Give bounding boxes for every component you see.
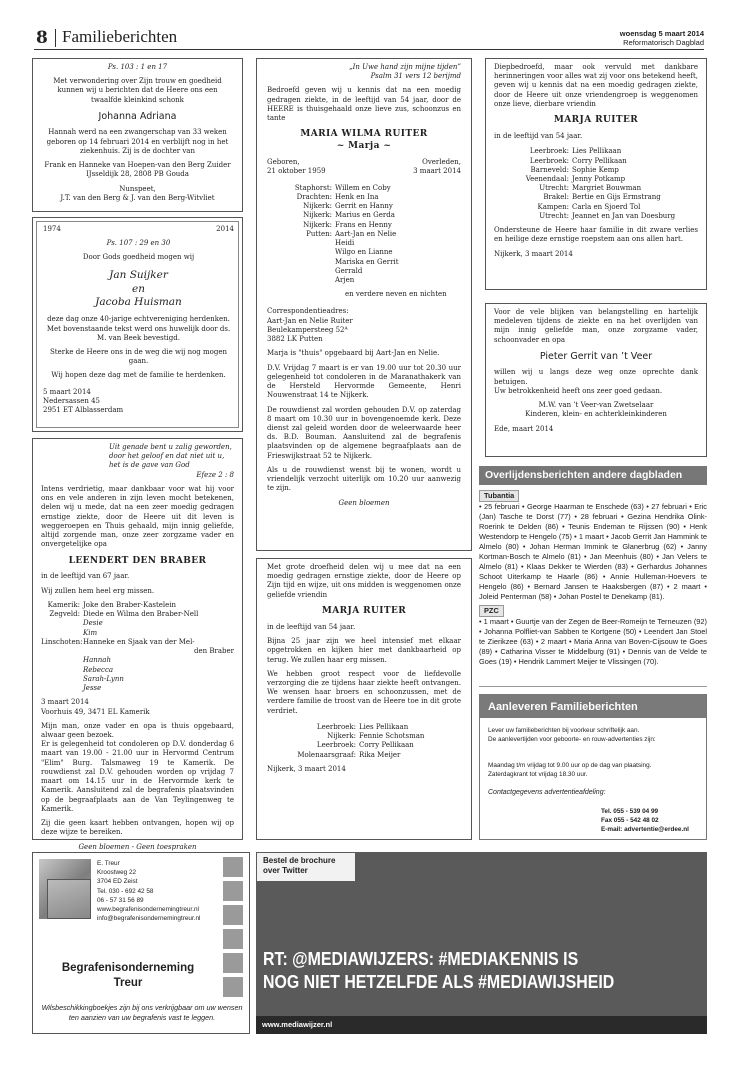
family-place (41, 647, 83, 656)
tag-line-1: Bestel de brochure (263, 856, 336, 865)
family-names: Jeannet en Jan van Doesburg (572, 211, 676, 220)
family-row (267, 276, 461, 285)
family-row (267, 230, 461, 239)
aanleveren-body (488, 727, 698, 835)
family-names: Arjen (335, 275, 355, 284)
ad-name: MARIA WILMA RUITER (300, 129, 428, 140)
family-place (267, 239, 335, 248)
family-list (267, 723, 461, 760)
paper-obituaries-tubantia: • 25 februari • George Haarman te Enschede (63) • 27 februari • Eric (Jan) Tasche te Dorst (77) • 28 februari • Gezina Hendrika Olink-Roerink te Delden (86) • Teunis Endeman te Rijssen (90) • Henk Westendorp te Hengelo (75) • 1 maart • Jacob Gerrit Jan Hammink te Almelo (80) • Johan Herman Immink te Glanerbrug (62) • Janny Kortman-Bosch te Almelo (81) • Jan Meenhuis (80) • Jan Velers te Almelo (81) • Klaas Dekker te Wierden (83) • Gerhardus Johannes Schoot Uiterkamp te Haarle (86) • Annie Hulleman-Hoevers te Hengelo (86) • Bernard Jansen te Haaksbergen (87) • 2 maart • Joleid Penterman (58) • Johan Postel te Denekamp (81). (479, 501, 707, 602)
treur-contact-line[interactable]: info@begrafenisondernemingtreur.nl (97, 915, 201, 923)
family-names: Corry Pellikaan (572, 156, 627, 165)
treur-contact-line[interactable]: www.begrafenisondernemingtreur.nl (97, 906, 199, 914)
family-row (267, 267, 461, 276)
ad-marja-ruiter-friends (256, 558, 472, 840)
paper-tag-pzc: PZC (479, 605, 504, 617)
family-names: Jenny Potkamp (572, 174, 626, 183)
ad-footer: Ede, maart 2014 (494, 424, 554, 433)
born-label: Geboren, (267, 158, 300, 167)
ad-text: Hannah werd na een zwangerschap van 33 weken geboren op 14 februari 2014 en verblijft nog in het ziekenhuis. Zij is de dochter van (46, 128, 229, 155)
decor-square (223, 953, 243, 973)
ad-verse-ref: Efeze 2 : 8 (196, 470, 234, 479)
ad-footer: Geen bloemen - Geen toespraken (78, 842, 197, 851)
family-row (494, 212, 698, 221)
family-place (41, 684, 83, 693)
family-more: en verdere neven en nichten (345, 290, 447, 299)
family-place (267, 267, 335, 276)
mediawijzer-tag (256, 852, 356, 882)
ad-footer: Nijkerk, 3 maart 2014 (267, 764, 346, 773)
family-row (41, 647, 234, 656)
family-row (41, 656, 234, 665)
ad-pieter-gerrit-thanks (485, 303, 707, 457)
decor-square (223, 977, 243, 997)
family-place (41, 629, 83, 638)
ad-verse: Ps. 107 : 29 en 30 (106, 239, 171, 248)
treur-tagline: Wilsbeschikkingboekjes zijn bij ons verkrijgbaar om uw wensen ten aanzien van uw begrafenis vast te leggen. (41, 1003, 243, 1022)
year-end: 2014 (216, 225, 234, 233)
corr-street: Beulekampersteeg 52ᴬ (267, 325, 348, 334)
family-names: Lies Pellikaan (359, 722, 409, 731)
ad-name: MARJA RUITER (553, 115, 639, 126)
mediawijzer-url[interactable]: www.mediawijzer.nl (262, 1020, 333, 1029)
family-row (267, 184, 461, 193)
family-row (494, 203, 698, 212)
family-row (267, 202, 461, 211)
ad-text-1: Mijn man, onze vader en opa is thuis opgebaard, alwaar geen bezoek. (41, 721, 234, 739)
family-place: Brakel: (543, 193, 569, 202)
family-names: Sarah-Lynn (83, 674, 124, 683)
contact-fax: Fax 055 - 542 48 02 (601, 816, 659, 824)
treur-contact-line: Kroostweg 22 (97, 869, 137, 877)
decor-square (223, 881, 243, 901)
family-names: Henk en Ina (335, 192, 379, 201)
ad-text-4: Als u de rouwdienst wenst bij te wonen, wordt u vriendelijk verzocht uiterlijk om 10.20 uur aanwezig te zijn. (267, 465, 461, 493)
family-place (41, 675, 83, 684)
other-papers-header: Overlijdensberichten andere dagbladen (479, 466, 707, 485)
year-start: 1974 (43, 225, 61, 233)
family-place: Kampen: (537, 202, 569, 211)
treur-company-1: Begrafenisonderneming (61, 962, 195, 974)
family-names: Rebecca (83, 665, 114, 674)
mediawijzer-url-bar (256, 1016, 707, 1034)
ad-age: in de leeftijd van 67 jaar. (41, 572, 130, 581)
ad-begrafenis-treur (32, 852, 250, 1034)
family-names: Desie (83, 619, 103, 628)
aanleveren-line-3: Maandag t/m vrijdag tot 9.00 uur op de dag van plaatsing. (488, 761, 652, 769)
ad-text-3: Zij die geen kaart hebben ontvangen, hopen wij op deze wijze te bereiken. (41, 819, 234, 837)
family-place (41, 656, 83, 665)
family-row (267, 193, 461, 202)
family-place: Nijkerk: (303, 202, 332, 211)
treur-contact-line: Tel. 030 - 692 42 58 (97, 887, 154, 895)
ad-name-2: Jacoba Huisman (95, 296, 182, 309)
family-place: Leerbroek: (529, 156, 569, 165)
family-names: Sophie Kemp (572, 165, 619, 174)
page-header (34, 26, 704, 50)
family-names: Joke den Braber-Kastelein (83, 600, 177, 609)
family-names: Gerrit en Hanny (335, 202, 393, 211)
ad-content (43, 225, 234, 415)
aanleveren-line-4: Zaterdagkrant tot vrijdag 18.30 uur. (488, 770, 588, 778)
family-place: Leerbroek: (316, 741, 356, 750)
ad-leendert-den-braber (32, 438, 243, 851)
contact-email[interactable]: E-mail: advertentie@erdee.nl (601, 825, 689, 833)
ad-text-1: deze dag onze 40-jarige echtvereniging herdenken. Met bovenstaande tekst werd ons huwelijk door ds. M. van Beek bevestigd. (46, 315, 231, 342)
family-row (494, 175, 698, 184)
family-names: Margriet Bouwman (572, 184, 642, 193)
family-names: Aart-Jan en Nelie (335, 229, 397, 238)
family-place: Putten: (306, 229, 332, 238)
ad-footer: Nijkerk, 3 maart 2014 (494, 249, 573, 258)
treur-contact-line: E. Treur (97, 860, 120, 867)
ad-intro: Diepbedroefd, maar ook vervuld met dankbare herinneringen voor alles wat zij voor ons betekend heeft, geven wij u kennis dat na een moedig gedragen ziekte, door de Heere uit onze vriendengroep is weggenomen onze lieve, dierbare vriendin (494, 63, 698, 108)
family-names: Marius en Gerda (335, 211, 395, 220)
decor-square (223, 929, 243, 949)
corr-label: Correspondentieadres: (267, 307, 349, 316)
family-row (494, 166, 698, 175)
family-row (267, 258, 461, 267)
family-names: Wilgo en Lianne (335, 248, 393, 257)
family-place: Drachten: (296, 192, 332, 201)
ad-johanna-birth (32, 58, 243, 212)
ad-verse: Uit genade bent u zalig geworden, door het geloof en dat niet uit u, het is de gave van God (109, 443, 232, 470)
family-place: Barneveld: (530, 165, 569, 174)
family-names: Hannah (83, 656, 111, 665)
died-label: Overleden, (422, 158, 461, 167)
treur-company-2: Treur (113, 977, 143, 989)
contact-label: Contactgegevens advertentieafdeling: (488, 788, 606, 796)
ad-text-1: willen wij u langs deze weg onze oprechte dank betuigen. (494, 368, 698, 386)
family-names: Mariska en Gerrit (335, 257, 399, 266)
family-names: Gerrald (335, 266, 363, 275)
family-row (494, 147, 698, 156)
family-place (267, 258, 335, 267)
ad-intro: Met verwondering over Zijn trouw en goedheid kunnen wij u berichten dat de Heere ons een twaalfde kleinkind schonk (53, 77, 222, 104)
ad-text-2: We hebben groot respect voor de liefdevolle verzorging die ze tijdens haar ziekte heeft ontvangen. We wensen haar broers en schoonzussen, met de verdere familie de troost van de Heere toe in dit grote verdriet. (267, 669, 461, 715)
page-number: 8 (36, 28, 48, 48)
treur-photo-frame (47, 879, 91, 919)
ad-dates (267, 158, 461, 176)
family-names: Hanneke en Sjaak van der Mel- (83, 637, 195, 646)
ad-years (43, 225, 234, 234)
family-row (41, 619, 234, 628)
ad-anniversary (32, 217, 243, 432)
ad-intro: Met grote droefheid delen wij u mee dat na een moedig gedragen ernstige ziekte, door de Heere op Zijn tijd en wijze, uit ons midden is weggenomen onze geliefde vriendin (267, 563, 461, 599)
decor-square (223, 905, 243, 925)
ad-address: Voorhuis 49, 3471 EL Kamerik (41, 707, 150, 716)
ad-intro: Door Gods goedheid mogen wij (82, 253, 195, 262)
family-place (41, 666, 83, 675)
ad-verse: „In Uwe hand zijn mijne tijden” (349, 63, 461, 71)
family-place: Utrecht: (539, 184, 569, 193)
ad-grand-label: Nunspeet, (119, 184, 156, 193)
family-row (41, 629, 234, 638)
ad-footer: Geen bloemen (338, 498, 390, 507)
mediawijzer-headline (263, 948, 614, 993)
corr-city: 3882 LK Putten (267, 335, 323, 344)
family-row (267, 211, 461, 220)
headline-line-2: NOG NIET HETZELFDE ALS #MEDIAWIJSHEID (263, 970, 615, 992)
treur-contact-line: 06 - 57 31 56 89 (97, 896, 144, 904)
ad-text-2: Er is gelegenheid tot condoleren op D.V. donderdag 6 maart van 19.00 - 21.00 uur in Hervormd Centrum "Elim" Burg. Talsmaweg 19 te Kamerik. De rouwdienst zal D.V. gehouden worden op vrijdag 7 maart om 14.15 uur in de Hervormde kerk te Kamerik. Aansluitend zal de begrafenis plaatsvinden op de begraafplaats aan de Van Teylingenweg te Kamerik. (41, 740, 234, 813)
born-date: 21 oktober 1959 (267, 167, 326, 176)
ad-intro: Bedroefd geven wij u kennis dat na een moedig gedragen ziekte, in de leeftijd van 54 jaar, door de HEERE is thuisgehaald onze lieve zus, schoonzus en tante (267, 86, 461, 123)
headline-line-1: RT: @MEDIAWIJZERS: #MEDIAKENNIS IS (263, 948, 579, 969)
ad-maria-wilma-ruiter (256, 58, 472, 551)
family-place: Molenaarsgraaf: (297, 750, 356, 759)
tag-line-2: over Twitter (263, 865, 308, 875)
family-place: Leerbroek: (316, 722, 356, 731)
family-row (41, 601, 234, 610)
family-row (41, 684, 234, 693)
family-row (494, 157, 698, 166)
ad-marja-ruiter-group (485, 58, 707, 290)
family-names: Diede en Wilma den Braber-Nell (83, 610, 199, 619)
family-row (267, 723, 461, 732)
treur-contact (97, 859, 200, 924)
ad-name: LEENDERT DEN BRABER (68, 555, 207, 566)
family-place: Nijkerk: (303, 211, 332, 220)
family-row (41, 675, 234, 684)
family-row (267, 732, 461, 741)
family-place: Nijkerk: (303, 220, 332, 229)
ad-intro: Intens verdrietig, maar dankbaar voor wat hij voor ons en vele anderen in zijn leven mocht betekenen, delen wij u mede, dat na een zeer moedig gedragen ernstige ziekte, door de Heere uit dit leven is weggeroepen en Thuis gehaald, mijn innig geliefde, altijd zorgende man, onze zeer zorgzame vader en onvergetelijke opa (41, 484, 234, 549)
family-place: Veenendaal: (525, 174, 569, 183)
ad-verse: Ps. 103 : 1 en 17 (107, 63, 168, 71)
family-list (267, 184, 461, 286)
family-names: Corry Pellikaan (359, 741, 414, 750)
ad-verse-ref: Psalm 31 vers 12 berijmd (370, 72, 461, 81)
header-paper: Reformatorisch Dagblad (623, 38, 704, 47)
family-names: Kim (83, 628, 98, 637)
corr-name: Aart-Jan en Nelie Ruiter (267, 316, 353, 325)
ad-date: 5 maart 2014 (43, 387, 91, 396)
family-row (41, 638, 234, 647)
died-date: 3 maart 2014 (413, 167, 461, 176)
ad-name-1: Jan Suijker (109, 268, 168, 281)
ad-text-2: Sterke de Heere ons in de weg die wij nog mogen gaan. (50, 347, 227, 366)
section-title: Familieberichten (62, 27, 178, 46)
aanleveren-title: Aanleveren Familieberichten (480, 695, 706, 718)
family-place: Kamerik: (47, 600, 80, 609)
family-names: Fennie Schotsman (359, 732, 425, 741)
family-row (41, 666, 234, 675)
family-list (494, 147, 698, 221)
family-row (267, 239, 461, 248)
paper-tag-tubantia: Tubantia (479, 490, 519, 502)
decor-square (223, 857, 243, 877)
ad-parents: Frank en Hanneke van Hoepen-van den Berg Zuider IJsseldijk 28, 2808 PB Gouda (44, 161, 231, 179)
family-names: Rika Meijer (359, 750, 401, 759)
family-list (41, 601, 234, 693)
family-names: den Braber (194, 647, 234, 656)
family-names: Jesse (83, 684, 102, 693)
ad-sign-2: Kinderen, klein- en achterkleinkinderen (525, 410, 667, 419)
contact-tel: Tel. 055 - 539 04 99 (601, 807, 659, 815)
aanleveren-line-1: Lever uw familieberichten bij voorkeur schriftelijk aan. (488, 727, 640, 734)
header-date: woensdag 5 maart 2014 (619, 29, 704, 38)
family-place: Utrecht: (539, 211, 569, 220)
ad-text-1: Bijna 25 jaar zijn we heel intensief met elkaar opgetrokken en kijken hier met dankbaarheid op terug. We zullen haar erg missen. (267, 637, 461, 664)
family-place: Zegveld: (49, 610, 80, 619)
family-place (41, 619, 83, 628)
family-names: Heidi (335, 239, 355, 248)
family-names: Lies Pellikaan (572, 147, 622, 156)
family-row (267, 248, 461, 257)
ad-text: Ondersteune de Heere haar familie in dit zware verlies en heilige deze ernstige roepstem aan ons allen hart. (494, 226, 698, 244)
family-row (267, 741, 461, 750)
ad-nickname: ~ Marja ~ (336, 141, 392, 152)
family-row (494, 184, 698, 193)
family-place (267, 276, 335, 285)
ad-text-1: Marja is "thuis" opgebaard bij Aart-Jan en Nelie. (267, 349, 440, 358)
ad-text-2: D.V. Vrijdag 7 maart is er van 19.00 uur tot 20.30 uur gelegenheid tot condoleren in de Maranathakerk van de Hersteld Hervormde Gemeente, Henri Nouwenstraat 14 te Nijkerk. (267, 363, 461, 400)
family-row (41, 610, 234, 619)
ad-address-1: Nedersassen 45 (43, 396, 100, 405)
ad-age: in de leeftijd van 54 jaar. (494, 132, 583, 141)
ad-text-3: Wij hopen deze dag met de familie te herdenken. (51, 371, 226, 380)
ad-address-2: 2951 ET Alblasserdam (43, 406, 124, 415)
aanleveren-line-2: De aanlevertijden voor geboorte- en rouw-advertenties zijn: (488, 735, 656, 743)
ad-name: MARJA RUITER (321, 605, 407, 616)
ad-sign-1: M.W. van ’t Veer-van Zwetselaar (538, 401, 654, 410)
ad-name: Pieter Gerrit van ’t Veer (539, 350, 653, 362)
aanleveren-box (479, 694, 707, 840)
ad-and: en (132, 282, 145, 295)
family-place: Staphorst: (294, 183, 332, 192)
family-place: Leerbroek: (529, 147, 569, 156)
family-row (494, 193, 698, 202)
ad-grandparents: J.T. van den Berg & J. van den Berg-Witvliet (60, 193, 215, 202)
paper-obituaries-pzc: • 1 maart • Guurtje van der Zegen de Beer-Romeijn te Terneuzen (92) • Johanna Polfliet-van Sabben te Kortgene (50) • Leendert Jan Stoel te Zierikzee (63) • 2 maart • Maria Anna van Boven-Cijsouw te Goes (89) • Catharina Visser te Middelburg (91) • Dennis van de Velde te Goes (19) • Hendrik Lammert Meijer te Vlissingen (70). (479, 617, 707, 667)
other-papers-section (479, 487, 707, 687)
family-place: Linschoten: (41, 637, 83, 646)
ad-intro: Voor de vele blijken van belangstelling en hartelijk medeleven tijdens de ziekte en na het overlijden van mijn innig geliefde man, onze zorgzame vader, schoonvader en opa (494, 308, 698, 344)
family-names: Carla en Sjoerd Tol (572, 202, 641, 211)
ad-name: Johanna Adriana (98, 110, 177, 122)
header-divider (55, 29, 56, 47)
treur-contact-line: 3704 ED Zeist (97, 878, 138, 886)
family-names: Bertie en Gijs Ermstrang (572, 193, 661, 202)
family-place (267, 248, 335, 257)
ad-age: in de leeftijd van 54 jaar. (267, 622, 356, 631)
family-row (267, 751, 461, 760)
family-row (267, 221, 461, 230)
family-names: Willem en Coby (335, 183, 391, 192)
ad-date: 3 maart 2014 (41, 698, 89, 707)
ad-miss: Wij zullen hem heel erg missen. (41, 586, 155, 595)
ad-mediawijzer (256, 852, 707, 1034)
family-names: Frans en Henny (335, 220, 392, 229)
family-place: Nijkerk: (327, 732, 356, 741)
ad-text-3: De rouwdienst zal worden gehouden D.V. op zaterdag 8 maart om 10.30 uur in bovengenoemde kerk. Deze dienst zal geleid worden door de weleerwaarde heer ds. B.D. Bouman. Aansluitend zal de begrafenis plaatsvinden op de algemene begraafplaats aan de Frieswijkstraat 52 te Nijkerk. (267, 405, 461, 460)
ad-text-2: Uw betrokkenheid heeft ons zeer goed gedaan. (494, 386, 663, 395)
